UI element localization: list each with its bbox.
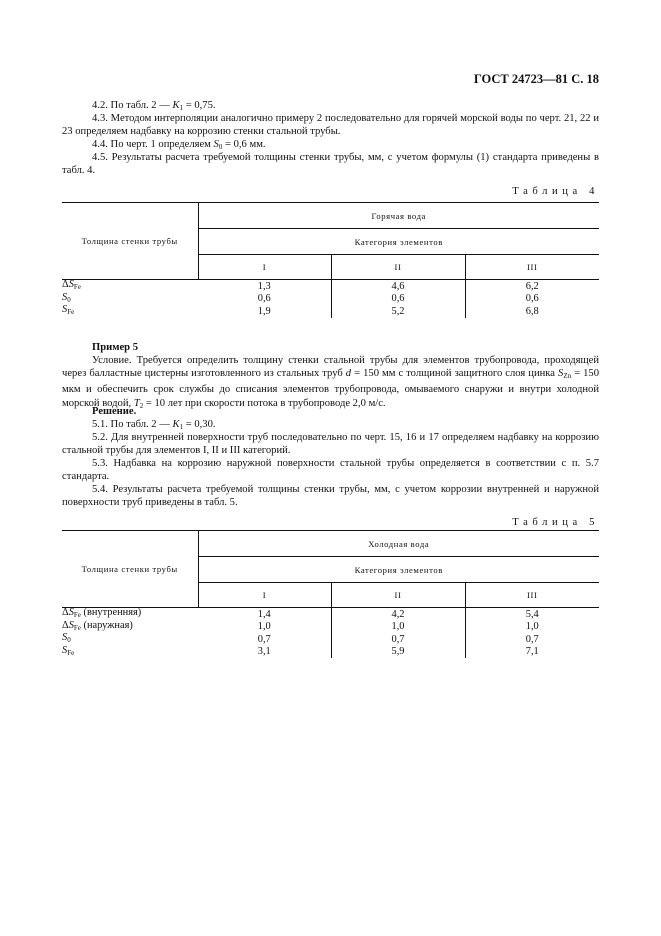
table-row (62, 608, 599, 621)
row-label: $\Delta S_{Fe}$ (внутренняя) (62, 607, 142, 619)
table-cell: 6,2 (525, 280, 539, 292)
table-cell: 0,7 (198, 633, 331, 646)
table-4-cat-i: I (198, 255, 331, 280)
table-5-col-header: Толщина стенки трубы (62, 531, 198, 608)
table-cell: 1,3 (198, 280, 331, 293)
row-label: $\Delta S_{Fe}$ (62, 279, 81, 291)
table-4-category-header: Категория элементов (198, 229, 599, 255)
table-cell: 0,7 (525, 633, 539, 645)
table-5-caption: Таблица 5 (512, 517, 599, 528)
table-4 (62, 202, 599, 318)
table-cell: 3,1 (198, 646, 331, 659)
table-row (62, 633, 599, 646)
table-cell: 6,8 (525, 305, 539, 317)
paragraph-4-4: 4.4. По черт. 1 определяем $S_0 = 0,6$ мм. (92, 139, 266, 151)
paragraph-4-2: 4.2. По табл. 2 — $K_1 = 0,75$. (92, 100, 216, 112)
row-label: $S_{Fe}$ (62, 304, 75, 317)
row-label: $\Delta S_{Fe}$ (наружная) (62, 619, 133, 632)
table-4-col-header: Толщина стенки трубы (62, 203, 198, 280)
table-cell: 1,9 (198, 305, 331, 318)
table-cell: 4,6 (331, 280, 465, 293)
table-row (62, 280, 599, 293)
table-4-cat-iii: III (465, 255, 599, 280)
table-cell: 1,0 (331, 621, 465, 634)
table-cell: 0,7 (331, 633, 465, 646)
table-5-cat-ii: II (331, 583, 465, 608)
table-5 (62, 530, 599, 658)
table-cell: 1,0 (198, 621, 331, 634)
table-cell: 5,2 (331, 305, 465, 318)
table-4-cat-ii: II (331, 255, 465, 280)
paragraph-5-1: 5.1. По табл. 2 — $K_1 = 0,30$. (92, 419, 216, 431)
row-label: $S_0$ (62, 632, 71, 645)
table-5-cat-i: I (198, 583, 331, 608)
table-cell: 0,6 (331, 293, 465, 306)
table-cell: 1,4 (198, 608, 331, 621)
table-cell: 7,1 (525, 646, 539, 658)
example-5-condition: Условие. Требуется определить толщину стенки стальной трубы для элементов трубопровода, проходящей через балластные цистерны изготовленного из стальных труб d = 150 мм с толщиной защитного слоя цинка $S_{Zn} = 150$ мкм и обеспечить срок службы до списания элементов трубопровода, омываемого снаружи и внутри холодной морской водой, $T_2 = 10$ лет при скорости потока в трубопроводе 2,0 м/с. (62, 355, 600, 410)
table-cell: 5,4 (525, 608, 539, 620)
table-4-caption: Таблица 4 (512, 186, 599, 197)
paragraph-4-5: 4.5. Результаты расчета требуемой толщины стенки трубы, мм, с учетом формулы (1) стандарта приведены в табл. 4. (62, 152, 599, 177)
table-cell: 0,6 (525, 293, 539, 305)
table-5-category-header: Категория элементов (198, 557, 599, 583)
page-header: ГОСТ 24723—81 С. 18 (473, 72, 599, 86)
table-row (62, 646, 599, 659)
solution-heading: Решение. (92, 406, 137, 417)
example-5-title: Пример 5 (92, 342, 138, 353)
paragraph-4-3: 4.3. Методом интерполяции аналогично примеру 2 последовательно для горячей морской воды по черт. 21, 22 и 23 определяем надбавку на коррозию стенки стальной трубы. (62, 113, 599, 138)
table-cell: 4,2 (331, 608, 465, 621)
paragraph-5-2: 5.2. Для внутренней поверхности труб последовательно по черт. 15, 16 и 17 определяем надбавку на коррозию стальной трубы для элементов I, II и III категорий. (62, 432, 599, 457)
table-cell: 1,0 (525, 621, 539, 633)
table-row (62, 293, 599, 306)
paragraph-5-4: 5.4. Результаты расчета требуемой толщины стенки трубы, мм, с учетом коррозии внутренней и наружной поверхности труб приведены в табл. 5. (62, 484, 599, 509)
table-row (62, 305, 599, 318)
row-label: $S_{Fe}$ (62, 644, 75, 657)
table-5-cat-iii: III (465, 583, 599, 608)
table-4-group-header: Горячая вода (198, 203, 599, 229)
table-5-group-header: Холодная вода (198, 531, 599, 557)
paragraph-5-3: 5.3. Надбавка на коррозию наружной поверхности стальной трубы определяется в соответствии с п. 5.7 стандарта. (62, 458, 599, 483)
table-cell: 5,9 (331, 646, 465, 659)
table-cell: 0,6 (198, 293, 331, 306)
row-label: $S_0$ (62, 291, 71, 304)
table-row (62, 621, 599, 634)
